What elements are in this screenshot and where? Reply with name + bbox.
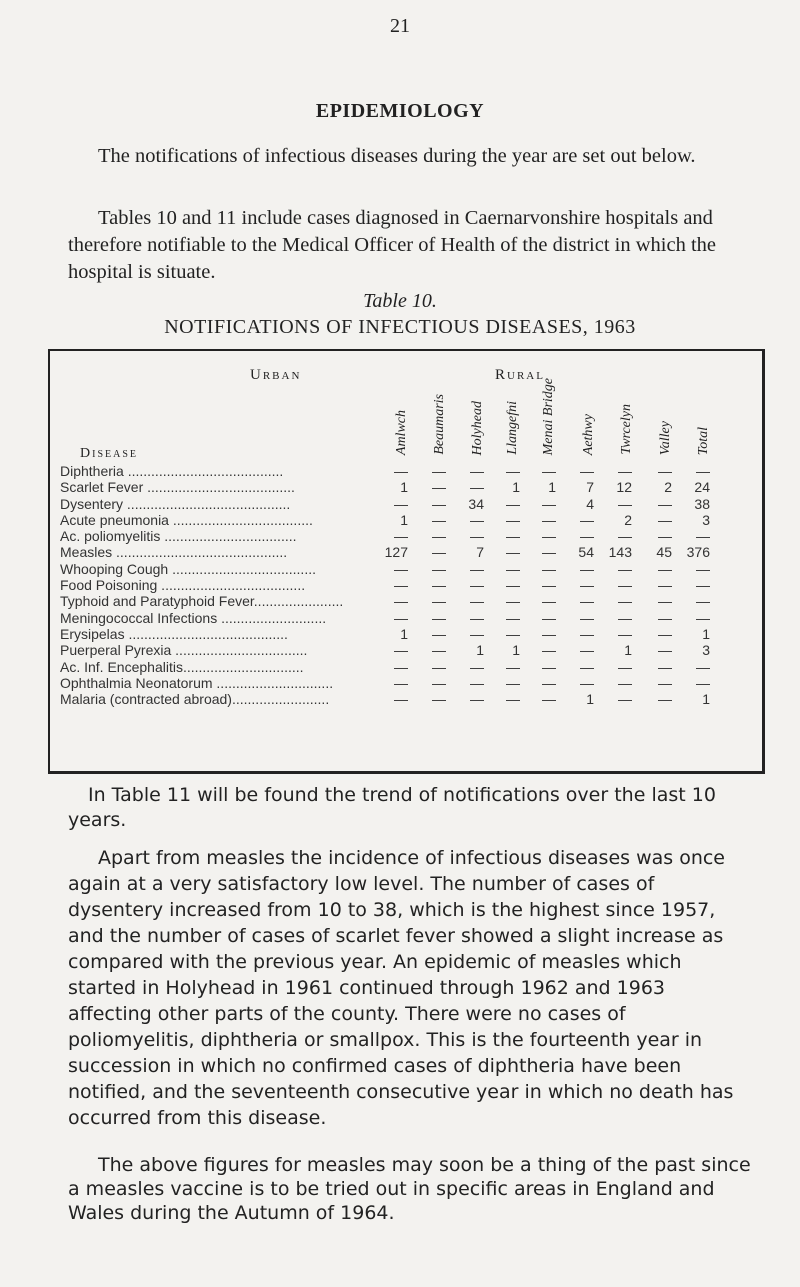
rural-group-header: Rural: [495, 367, 545, 383]
table-cell: —: [470, 577, 484, 594]
table-cell: —: [470, 593, 484, 610]
table-cell: 127: [384, 544, 408, 561]
table-cell: —: [506, 674, 520, 691]
table-cell: —: [542, 642, 556, 659]
disease-name: Erysipelas .........................................: [60, 625, 288, 642]
section-heading: EPIDEMIOLOGY: [315, 100, 485, 122]
disease-name: Diphtheria ........................................: [60, 463, 284, 479]
table-cell: —: [506, 528, 520, 545]
disease-name: Ac. Inf. Encephalitis...............................: [60, 658, 304, 675]
table-cell: —: [432, 691, 446, 708]
table-cell: —: [618, 674, 632, 691]
table-cell: 1: [476, 642, 484, 659]
table-cell: —: [470, 609, 484, 626]
table-cell: —: [432, 544, 446, 561]
table-cell: —: [618, 560, 632, 577]
table-cell: —: [658, 691, 672, 708]
table-cell: —: [618, 658, 632, 675]
table-cell: —: [506, 495, 520, 512]
disease-name: Acute pneumonia ....................................: [60, 511, 313, 528]
table-cell: 1: [624, 642, 632, 659]
table-cell: —: [432, 463, 446, 479]
table-cell: —: [432, 511, 446, 528]
table-cell: —: [580, 593, 594, 610]
table-cell: —: [542, 609, 556, 626]
table-cell: —: [696, 593, 710, 610]
table-cell: —: [470, 511, 484, 528]
table-cell: —: [658, 609, 672, 626]
table-cell: —: [470, 674, 484, 691]
table-cell: —: [506, 625, 520, 642]
table-cell: —: [618, 625, 632, 642]
table-cell: —: [696, 658, 710, 675]
table-cell: —: [542, 593, 556, 610]
table-cell: —: [580, 609, 594, 626]
disease-name: Meningococcal Infections ...........................: [60, 609, 327, 626]
table-cell: 1: [400, 625, 408, 642]
table-cell: —: [470, 479, 484, 496]
table-cell: 2: [624, 511, 632, 528]
table-cell: —: [658, 625, 672, 642]
table-cell: 1: [702, 691, 710, 708]
table-cell: 3: [702, 642, 710, 659]
table-cell: 143: [608, 544, 632, 561]
table-row: [50, 691, 762, 707]
table-cell: —: [542, 625, 556, 642]
table-row: [50, 626, 762, 642]
table-cell: —: [432, 528, 446, 545]
table-cell: —: [506, 511, 520, 528]
table-cell: —: [432, 674, 446, 691]
table-cell: —: [580, 560, 594, 577]
table-cell: 1: [702, 625, 710, 642]
table-title: NOTIFICATIONS OF INFECTIOUS DISEASES, 1963: [164, 316, 636, 338]
table-row: [50, 512, 762, 528]
table-cell: —: [542, 577, 556, 594]
table-cell: —: [394, 593, 408, 610]
table-cell: —: [658, 560, 672, 577]
table-cell: —: [618, 691, 632, 708]
column-header-total: Total: [696, 426, 711, 455]
table-row: [50, 463, 762, 479]
table-cell: 376: [686, 544, 710, 561]
table-cell: —: [696, 463, 710, 479]
table-cell: —: [696, 674, 710, 691]
table-cell: 1: [548, 479, 556, 496]
table-cell: 1: [512, 479, 520, 496]
table-cell: —: [542, 560, 556, 577]
table-cell: —: [394, 495, 408, 512]
table-cell: —: [618, 528, 632, 545]
table-cell: —: [432, 593, 446, 610]
table-cell: —: [580, 528, 594, 545]
table-row: [50, 544, 762, 560]
table-cell: —: [618, 593, 632, 610]
summary-paragraph: Apart from measles the incidence of infectious diseases was once again at a very satisfactory low level. The number of cases of dysentery increased from 10 to 38, which is the highest since 1957, and the number of cases of scarlet fever showed a slight increase as compared with the previous year. An epidemic of measles which started in Holyhead in 1961 continued through 1962 and 1963 affecting other parts of the county. There were no cases of poliomyelitis, diphtheria or smallpox. This is the fourteenth year in succession in which no confirmed cases of diphtheria have been notified, and the seventeenth consecutive year in which no death has occurred from this disease.: [68, 847, 734, 1129]
table-cell: —: [432, 642, 446, 659]
table-cell: —: [432, 479, 446, 496]
table-cell: —: [432, 495, 446, 512]
table-cell: —: [696, 577, 710, 594]
table-cell: 1: [512, 642, 520, 659]
table-cell: 54: [578, 544, 594, 561]
disease-name: Dysentery ..........................................: [60, 495, 291, 512]
table-row: [50, 496, 762, 512]
column-header-amlwch: Amlwch: [394, 409, 409, 455]
table-cell: —: [580, 577, 594, 594]
table-cell: —: [506, 658, 520, 675]
table-cell: —: [394, 658, 408, 675]
table-cell: —: [432, 609, 446, 626]
disease-name: Measles ............................................: [60, 544, 288, 561]
column-header-beaumaris: Beaumaris: [432, 394, 447, 455]
table-cell: —: [658, 511, 672, 528]
intro-paragraph: The notifications of infectious diseases during the year are set out below.: [98, 145, 696, 167]
table-cell: —: [470, 625, 484, 642]
table-cell: —: [542, 658, 556, 675]
page-number: 21: [390, 15, 410, 37]
vaccine-paragraph: The above figures for measles may soon be a thing of the past since a measles vaccine is to be tried out in specific areas in England and Wales during the Autumn of 1964.: [68, 1154, 751, 1224]
disease-name: Food Poisoning .....................................: [60, 577, 306, 594]
table-cell: —: [696, 609, 710, 626]
column-header-valley: Valley: [658, 420, 673, 455]
disease-name: Scarlet Fever ......................................: [60, 479, 295, 496]
table-cell: —: [432, 560, 446, 577]
table-cell: —: [696, 560, 710, 577]
notifications-table: [48, 349, 765, 774]
table-cell: —: [506, 560, 520, 577]
table-cell: —: [394, 642, 408, 659]
urban-group-header: Urban: [250, 367, 302, 383]
table-cell: —: [658, 674, 672, 691]
table-cell: 7: [476, 544, 484, 561]
disease-name: Ophthalmia Neonatorum ..............................: [60, 674, 334, 691]
table-cell: —: [506, 577, 520, 594]
table-cell: 1: [586, 691, 594, 708]
table-cell: —: [618, 609, 632, 626]
table-cell: —: [580, 463, 594, 479]
table-cell: —: [394, 463, 408, 479]
table-cell: —: [542, 495, 556, 512]
table-cell: —: [506, 593, 520, 610]
disease-column-header: Disease: [80, 446, 139, 461]
table-cell: —: [618, 577, 632, 594]
table-row: [50, 675, 762, 691]
disease-name: Puerperal Pyrexia ..................................: [60, 642, 308, 659]
table-cell: 24: [694, 479, 710, 496]
table-cell: —: [394, 528, 408, 545]
table-cell: —: [658, 658, 672, 675]
table-cell: —: [394, 609, 408, 626]
table-cell: —: [506, 463, 520, 479]
table-cell: —: [658, 495, 672, 512]
table-cell: —: [658, 528, 672, 545]
table-row: [50, 659, 762, 675]
table-row: [50, 577, 762, 593]
table-row: [50, 642, 762, 658]
table-row: [50, 479, 762, 495]
table-cell: —: [580, 642, 594, 659]
table-cell: —: [432, 658, 446, 675]
table-cell: —: [470, 528, 484, 545]
column-header-aethwy: Aethwy: [581, 413, 596, 455]
table-cell: —: [394, 674, 408, 691]
table-cell: —: [394, 577, 408, 594]
table-cell: —: [658, 463, 672, 479]
table-cell: —: [542, 463, 556, 479]
table-cell: —: [542, 511, 556, 528]
table-cell: 3: [702, 511, 710, 528]
table-cell: —: [580, 674, 594, 691]
table-label: Table 10.: [363, 290, 437, 312]
table-body: [50, 463, 762, 707]
table-cell: —: [658, 593, 672, 610]
disease-name: Whooping Cough .....................................: [60, 560, 316, 577]
trend-paragraph: In Table 11 will be found the trend of notifications over the last 10 years.: [68, 784, 716, 831]
disease-name: Typhoid and Paratyphoid Fever.......................: [60, 593, 344, 610]
table-cell: —: [394, 691, 408, 708]
table-cell: —: [580, 511, 594, 528]
table-cell: —: [506, 544, 520, 561]
table-cell: 1: [400, 511, 408, 528]
table-cell: —: [542, 528, 556, 545]
table-cell: 1: [400, 479, 408, 496]
table-cell: —: [394, 560, 408, 577]
column-header-menai-bridge: Menai Bridge: [541, 377, 556, 455]
column-header-twrcelyn: Twrcelyn: [619, 404, 634, 455]
table-cell: 38: [694, 495, 710, 512]
table-cell: —: [580, 658, 594, 675]
table-cell: —: [506, 691, 520, 708]
table-cell: 4: [586, 495, 594, 512]
table-cell: —: [470, 691, 484, 708]
table-row: [50, 610, 762, 626]
table-cell: —: [618, 495, 632, 512]
table-cell: —: [542, 674, 556, 691]
table-cell: —: [542, 544, 556, 561]
table-cell: 34: [468, 495, 484, 512]
table-cell: 2: [664, 479, 672, 496]
table-row: [50, 561, 762, 577]
column-header-holyhead: Holyhead: [470, 400, 485, 455]
table-cell: —: [618, 463, 632, 479]
table-cell: —: [658, 642, 672, 659]
table-cell: 12: [616, 479, 632, 496]
table-cell: —: [470, 463, 484, 479]
table-cell: —: [696, 528, 710, 545]
table-cell: —: [470, 658, 484, 675]
table-cell: —: [432, 625, 446, 642]
table-cell: —: [542, 691, 556, 708]
table-cell: —: [580, 625, 594, 642]
table-cell: —: [470, 560, 484, 577]
table-cell: —: [432, 577, 446, 594]
table-cell: —: [658, 577, 672, 594]
tables-paragraph: Tables 10 and 11 include cases diagnosed in Caernarvonshire hospitals and therefore notifiable to the Medical Officer of Health of the district in which the hospital is situate.: [68, 207, 716, 283]
disease-name: Ac. poliomyelitis ..................................: [60, 528, 297, 545]
column-header-llangefni: Llangefni: [505, 401, 520, 455]
table-cell: 45: [656, 544, 672, 561]
table-cell: 7: [586, 479, 594, 496]
table-cell: —: [506, 609, 520, 626]
table-row: [50, 593, 762, 609]
disease-name: Malaria (contracted abroad).........................: [60, 691, 330, 708]
table-row: [50, 528, 762, 544]
